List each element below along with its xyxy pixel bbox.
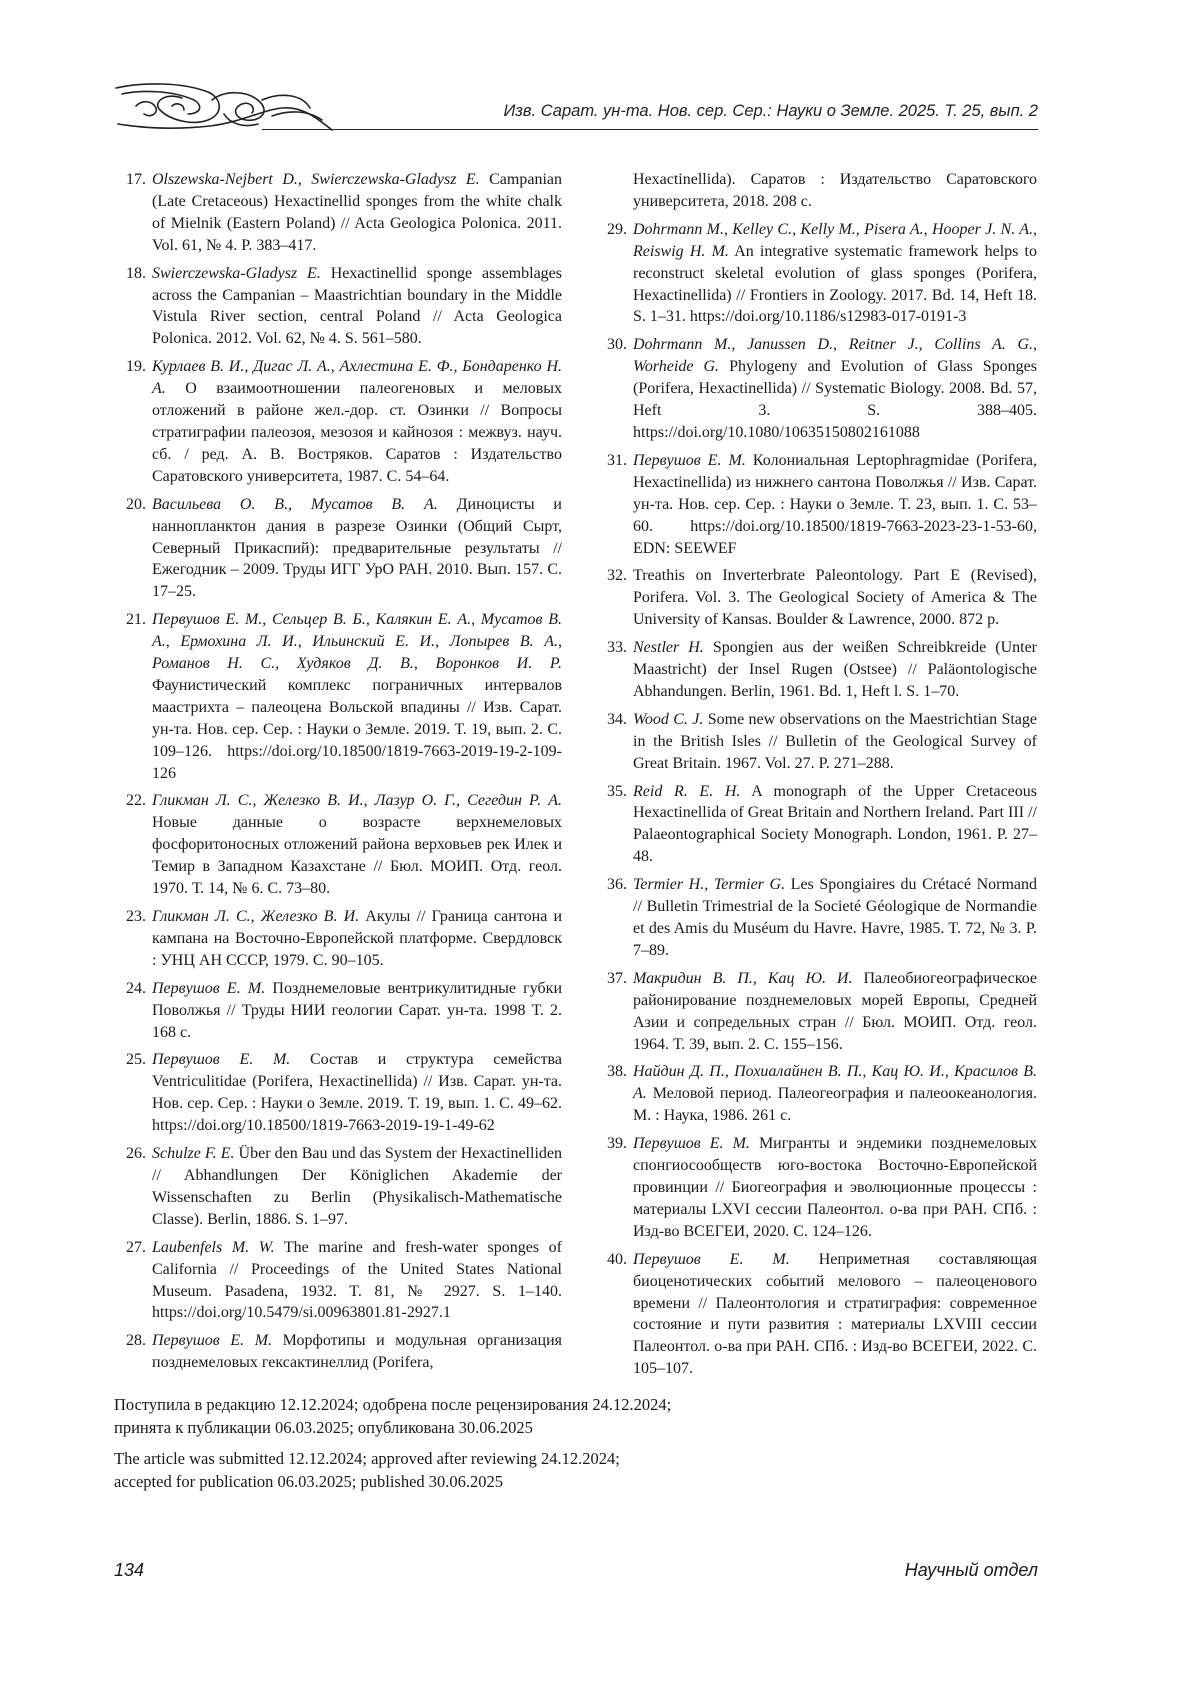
reference-authors: Гликман Л. С., Железко В. И., Лазур О. Г., Сегедин Р. А.: [152, 792, 562, 809]
reference-text: Some new observations on the Maestrichtian Stage in the British Isles // Bulletin of the Geological Survey of Great Britain. 1967. Vol. 27. P. 271–288.: [633, 711, 1037, 772]
reference-authors: Курлаев В. И., Дигас Л. А., Ахлестина Е. Ф., Бондаренко Н. А.: [152, 358, 562, 397]
reference-text: Морфотипы и модульная организация позднемеловых гексактинеллид (Porifera,: [152, 1332, 562, 1371]
reference-authors: Первушов Е. М., Сельцер В. Б., Калякин Е. А., Мусатов В. А., Ермохина Л. И., Ильинский Е. И., Лопырев В. А., Романов Н. С., Худяков Д. В., Воронков И. Р.: [152, 611, 562, 672]
reference-authors: Гликман Л. С., Железко В. И.: [152, 908, 359, 925]
reference-text: Диноцисты и наннопланктон дания в разрезе Озинки (Общий Сырт, Северный Прикаспий): предварительные результаты // Ежегодник – 2009. Труды ИГГ УрО РАН. 2010. Вып. 157. С. 17–25.: [152, 496, 562, 601]
reference-item: [595, 968, 1037, 1056]
reference-text: Фаунистический комплекс пограничных интервалов маастрихта – палеоцена Вольской впадины // Изв. Сарат. ун-та. Нов. сер. Сер. : Науки о Земле. 2019. Т. 19, вып. 2. С. 109–126. https://doi.org/10.18500/1819-7663-2019-19-2-109-126: [152, 677, 562, 782]
reference-text: Über den Bau und das System der Hexactinelliden // Abhandlungen Der Königlichen Akademie der Wissenschaften zu Berlin (Physikalisch-Mathematische Classe). Berlin, 1886. S. 1–97.: [152, 1145, 562, 1228]
reference-item: [114, 1049, 562, 1137]
reference-authors: Schulze F. E.: [152, 1145, 234, 1162]
reference-body: [633, 219, 1037, 329]
reference-body: [633, 968, 1037, 1056]
reference-authors: Termier H., Termier G.: [633, 876, 785, 893]
page-header: [112, 78, 1038, 134]
reference-body: [152, 790, 562, 900]
reference-number: 33.: [595, 637, 633, 703]
reference-authors: Первушов Е. М.: [152, 1332, 272, 1349]
reference-body: [633, 450, 1037, 560]
reference-item: [595, 1133, 1037, 1243]
reference-item: [595, 334, 1037, 444]
reference-body: [633, 1249, 1037, 1380]
reference-item: [114, 790, 562, 900]
reference-number: 35.: [595, 781, 633, 869]
reference-item: [114, 1143, 562, 1231]
history-en-line1: The article was submitted 12.12.2024; approved after reviewing 24.12.2024;: [114, 1449, 620, 1468]
reference-number: 20.: [114, 494, 152, 604]
reference-number: 32.: [595, 565, 633, 631]
history-en-line2: accepted for publication 06.03.2025; published 30.06.2025: [114, 1472, 503, 1491]
reference-number: 40.: [595, 1249, 633, 1380]
reference-number: 17.: [114, 169, 152, 257]
reference-number: 25.: [114, 1049, 152, 1137]
reference-item: [595, 709, 1037, 775]
reference-authors: Макридин В. П., Кац Ю. И.: [633, 970, 852, 987]
article-history: [114, 1394, 1034, 1502]
journal-ornament-logo: [112, 80, 357, 134]
reference-body: [633, 637, 1037, 703]
reference-body: [152, 263, 562, 351]
reference-item: [114, 169, 562, 257]
reference-authors: Reid R. E. H.: [633, 783, 740, 800]
header-rule: [262, 129, 1038, 130]
reference-item: [114, 906, 562, 972]
reference-authors: Первушов Е. М.: [633, 452, 746, 469]
reference-text: Мигранты и эндемики позднемеловых спонгиосообществ юго-востока Восточно-Европейской провинции // Биогеография и эволюционные процессы : материалы LXVI сессии Палеонтол. о-ва при РАН. СПб. : Изд-во ВСЕГЕИ, 2020. С. 124–126.: [633, 1135, 1037, 1240]
reference-body: [152, 169, 562, 257]
reference-body: [152, 978, 562, 1044]
reference-body: [633, 1061, 1037, 1127]
reference-number: 36.: [595, 874, 633, 962]
history-en: [114, 1448, 1034, 1493]
reference-number: 28.: [114, 1330, 152, 1374]
reference-text: Campanian (Late Cretaceous) Hexactinellid sponges from the white chalk of Mielnik (Eastern Poland) // Acta Geologica Polonica. 2011. Vol. 61, № 4. P. 383–417.: [152, 171, 562, 254]
reference-body: [152, 494, 562, 604]
reference-text: Позднемеловые вентрикулитидные губки Поволжья // Труды НИИ геологии Сарат. ун-та. 1998 Т. 2. 168 с.: [152, 980, 562, 1041]
reference-number: 23.: [114, 906, 152, 972]
reference-text: A monograph of the Upper Cretaceous Hexactinellida of Great Britain and Northern Ireland. Part III // Palaeontographical Society Monograph. London, 1961. P. 27–48.: [633, 783, 1037, 866]
reference-body: [633, 709, 1037, 775]
history-ru-line2: принята к публикации 06.03.2025; опубликована 30.06.2025: [114, 1418, 533, 1437]
reference-authors: Olszewska-Nejbert D., Swierczewska-Gladysz E.: [152, 171, 480, 188]
reference-body: [152, 1237, 562, 1325]
reference-text: Палеобиогеографическое районирование позднемеловых морей Европы, Средней Азии и сопредельных стран // Бюл. МОИП. Отд. геол. 1964. Т. 39, вып. 2. С. 155–156.: [633, 970, 1037, 1053]
reference-text: The marine and fresh-water sponges of California // Proceedings of the United States National Museum. Pasadena, 1932. T. 81, № 2927. S. 1–140. https://doi.org/10.5479/si.00963801.81-2927.1: [152, 1239, 562, 1322]
reference-body: [152, 906, 562, 972]
reference-body: [152, 609, 562, 784]
reference-text: Les Spongiaires du Crétacé Normand // Bulletin Trimestrial de la Societé Géologique de Normandie et des Amis du Muséum du Havre. Havre, 1985. T. 72, № 3. P. 7–89.: [633, 876, 1037, 959]
reference-number: 27.: [114, 1237, 152, 1325]
reference-text: Hexactinellid sponge assemblages across the Campanian – Maastrichtian boundary in the Middle Vistula River section, central Poland // Acta Geologica Polonica. 2012. Vol. 62, № 4. S. 561–580.: [152, 265, 562, 348]
reference-body: [633, 334, 1037, 444]
reference-text: An integrative systematic framework helps to reconstruct skeletal evolution of glass sponges (Porifera, Hexactinellida) // Frontiers in Zoology. 2017. Bd. 14, Heft 18. S. 1–31. https://doi.org/10.1186/s12983-017-0191-3: [633, 243, 1037, 326]
references-right-list: [595, 219, 1037, 1380]
reference-body: [152, 1330, 562, 1374]
history-ru: [114, 1394, 1034, 1439]
reference-authors: Dohrmann M., Janussen D., Reitner J., Collins A. G., Worheide G.: [633, 336, 1037, 375]
reference-item: [595, 219, 1037, 329]
reference-body: [633, 781, 1037, 869]
reference-item: [114, 1237, 562, 1325]
reference-authors: Васильева О. В., Мусатов В. А.: [152, 496, 438, 513]
reference-number: 31.: [595, 450, 633, 560]
section-name: Научный отдел: [905, 1560, 1038, 1581]
reference-authors: Laubenfels M. W.: [152, 1239, 275, 1256]
reference-text: Неприметная составляющая биоценотических событий мелового – палеоценового времени // Палеонтология и стратиграфия: современное состояние и пути развития : материалы LXVIII сессии Палеонтол. о-ва при РАН. СПб. : Изд-во ВСЕГЕИ, 2022. С. 105–107.: [633, 1251, 1037, 1378]
reference-28-continuation: Hexactinellida). Саратов : Издательство Саратовского университета, 2018. 208 с.: [633, 169, 1037, 213]
reference-item: [595, 637, 1037, 703]
reference-number: 26.: [114, 1143, 152, 1231]
reference-text: Колониальная Leptophragmidae (Porifera, Hexactinellida) из нижнего сантона Поволжья // Изв. Сарат. ун-та. Нов. сер. Сер. : Науки о Земле. Т. 23, вып. 1. С. 53–60. https://doi.org/10.18500/1819-7663-2023-23-1-53-60, EDN: SEEWEF: [633, 452, 1037, 557]
reference-item: [114, 263, 562, 351]
reference-text: Spongien aus der weißen Schreibkreide (Unter Maastricht) der Insel Rugen (Ostsee) // Paläontologische Abhandungen. Berlin, 1961. Bd. 1, Heft l. S. 1–70.: [633, 639, 1037, 700]
reference-body: [152, 1049, 562, 1137]
reference-text: Treathis on Inverterbrate Paleontology. Part E (Revised), Porifera. Vol. 3. The Geological Society of America & The University of Kansas. Boulder & Lawrence, 2000. 872 p.: [633, 567, 1037, 628]
reference-authors: Первушов Е. М.: [152, 980, 265, 997]
reference-body: [633, 565, 1037, 631]
reference-number: 21.: [114, 609, 152, 784]
reference-item: [114, 978, 562, 1044]
reference-body: [633, 874, 1037, 962]
reference-authors: Dohrmann M., Kelley C., Kelly M., Pisera A., Hooper J. N. A., Reiswig H. M.: [633, 221, 1037, 260]
reference-item: [595, 450, 1037, 560]
reference-number: 30.: [595, 334, 633, 444]
reference-authors: Найдин Д. П., Похиалайнен В. П., Кац Ю. И., Красилов В. А.: [633, 1063, 1037, 1102]
reference-text: Состав и структура семейства Ventriculitidae (Porifera, Hexactinellida) // Изв. Сарат. ун-та. Нов. сер. Сер. : Науки о Земле. 2019. Т. 19, вып. 1. С. 49–62. https://doi.org/10.18500/1819-7663-2019-19-1-49-62: [152, 1051, 562, 1134]
reference-number: 37.: [595, 968, 633, 1056]
reference-text: Меловой период. Палеогеография и палеоокеанология. М. : Наука, 1986. 261 с.: [633, 1085, 1037, 1124]
reference-number: 34.: [595, 709, 633, 775]
reference-number: 18.: [114, 263, 152, 351]
reference-item: [114, 356, 562, 487]
page-number: 134: [114, 1560, 144, 1581]
reference-item: [595, 874, 1037, 962]
reference-item: [595, 565, 1037, 631]
reference-number: 38.: [595, 1061, 633, 1127]
reference-authors: Первушов Е. М.: [152, 1051, 290, 1068]
reference-text: Phylogeny and Evolution of Glass Sponges (Porifera, Hexactinellida) // Systematic Biology. 2008. Bd. 57, Heft 3. S. 388–405. https://doi.org/10.1080/10635150802161088: [633, 358, 1037, 441]
journal-citation: Изв. Сарат. ун-та. Нов. сер. Сер.: Науки о Земле. 2025. Т. 25, вып. 2: [503, 102, 1038, 121]
history-ru-line1: Поступила в редакцию 12.12.2024; одобрена после рецензирования 24.12.2024;: [114, 1395, 671, 1414]
reference-text: О взаимоотношении палеогеновых и меловых отложений в районе жел.-дор. ст. Озинки // Вопросы стратиграфии палеозоя, мезозоя и кайнозоя : межвуз. науч. сб. / ред. А. В. Востряков. Саратов : Издательство Саратовского университета, 1987. С. 54–64.: [152, 380, 562, 485]
reference-authors: Wood C. J.: [633, 711, 703, 728]
reference-item: [114, 609, 562, 784]
reference-number: 39.: [595, 1133, 633, 1243]
reference-authors: Первушов Е. М.: [633, 1251, 790, 1268]
references-right-column: [595, 169, 1037, 1386]
references-left-column: [114, 169, 562, 1380]
reference-item: [114, 494, 562, 604]
reference-body: [633, 1133, 1037, 1243]
reference-text: Новые данные о возрасте верхнемеловых фосфоритоносных отложений района верховьев рек Илек и Темир в Западном Казахстане // Бюл. МОИП. Отд. геол. 1970. Т. 14, № 6. С. 73–80.: [152, 814, 562, 897]
reference-number: 24.: [114, 978, 152, 1044]
reference-body: [152, 1143, 562, 1231]
reference-item: [595, 1249, 1037, 1380]
reference-item: [595, 781, 1037, 869]
reference-number: 19.: [114, 356, 152, 487]
reference-authors: Nestler H.: [633, 639, 704, 656]
reference-authors: Swierczewska-Gladysz E.: [152, 265, 321, 282]
reference-item: [595, 1061, 1037, 1127]
reference-text: Акулы // Граница сантона и кампана на Восточно-Европейской платформе. Свердловск : УНЦ АН СССР, 1979. С. 90–105.: [152, 908, 562, 969]
reference-number: 29.: [595, 219, 633, 329]
reference-authors: Первушов Е. М.: [633, 1135, 750, 1152]
reference-body: [152, 356, 562, 487]
reference-item: [114, 1330, 562, 1374]
reference-number: 22.: [114, 790, 152, 900]
